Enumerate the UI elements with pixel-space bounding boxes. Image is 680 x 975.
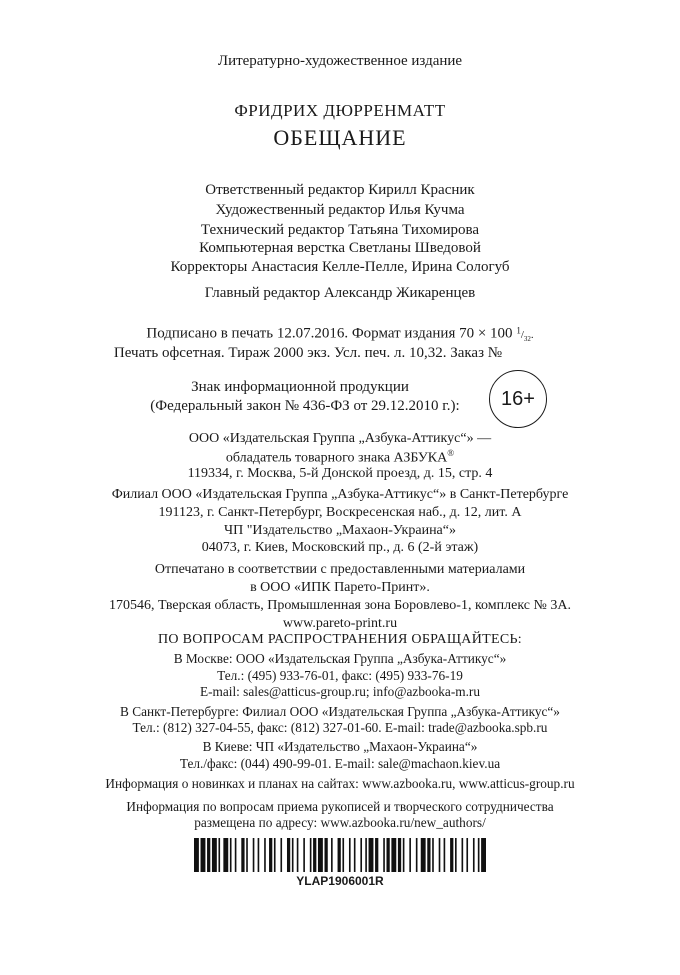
- barcode-bar: [403, 838, 405, 872]
- barcode-bar: [383, 838, 385, 872]
- spb-line: Тел.: (812) 327-04-55, факс: (812) 327-01-60. E-mail: trade@azbooka.spb.ru: [132, 720, 548, 735]
- book-title: ОБЕЩАНИЕ: [273, 125, 407, 150]
- barcode-bar: [481, 838, 486, 872]
- barcode-bar: [241, 838, 244, 872]
- barcode-bar: [473, 838, 475, 872]
- barcode-bar: [338, 838, 341, 872]
- barcode-bar: [349, 838, 351, 872]
- kiev-publisher-name: ЧП "Издательство „Махаон-Украина“»: [223, 523, 456, 538]
- moscow-line: В Москве: ООО «Издательская Группа „Азбука-Аттикус“»: [173, 651, 507, 666]
- barcode-bar: [280, 838, 282, 872]
- barcode-bar: [310, 838, 312, 872]
- barcode-bar: [297, 838, 299, 872]
- author-name: ФРИДРИХ ДЮРРЕНМАТТ: [234, 101, 446, 120]
- barcode-bar: [207, 838, 210, 872]
- barcode-bar: [450, 838, 453, 872]
- barcode-bar: [342, 838, 344, 872]
- age-mark-line2: (Федеральный закон № 436-ФЗ от 29.12.2010 г.):: [150, 398, 460, 414]
- registered-symbol: ®: [447, 448, 455, 458]
- barcode-bar: [201, 838, 206, 872]
- barcode-bar: [292, 838, 294, 872]
- manuscripts-line: Информация по вопросам приема рукописей и творческого сотрудничества: [126, 799, 554, 814]
- distribution-header: ПО ВОПРОСАМ РАСПРОСТРАНЕНИЯ ОБРАЩАЙТЕСЬ:: [158, 632, 522, 647]
- barcode-bar: [230, 838, 232, 872]
- trademark-text: обладатель товарного знака АЗБУКА: [225, 450, 448, 466]
- credit-line: Корректоры Анастасия Келле-Пелле, Ирина Сологуб: [170, 259, 510, 275]
- format-fraction: $^1/_{32}$.: [516, 325, 534, 343]
- barcode-bar: [194, 838, 199, 872]
- kiev-line: Тел./факс: (044) 490-99-01. E-mail: sale@machaon.kiev.ua: [179, 756, 501, 771]
- barcode-bar: [391, 838, 396, 872]
- format-numerator: 1: [516, 325, 521, 335]
- credit-line: Технический редактор Татьяна Тихомирова: [200, 222, 480, 238]
- age-rating-badge: 16+: [489, 370, 547, 428]
- barcode-bar: [375, 838, 378, 872]
- barcode-bar: [386, 838, 389, 872]
- moscow-line: Тел.: (495) 933-76-01, факс: (495) 933-76-19: [217, 668, 463, 683]
- barcode-bar: [444, 838, 446, 872]
- print-info-line2: Печать офсетная. Тираж 2000 экз. Усл. печ. л. 10,32. Заказ №: [113, 345, 503, 361]
- barcode-bar: [421, 838, 426, 872]
- barcode-bar: [218, 838, 220, 872]
- barcode-bar: [466, 838, 468, 872]
- print-info-line1: [0, 325, 680, 343]
- barcode-bar: [462, 838, 464, 872]
- spb-line: В Санкт-Петербурге: Филиал ООО «Издательская Группа „Азбука-Аттикус“»: [120, 704, 560, 719]
- barcode-bar: [258, 838, 260, 872]
- credit-line: Художественный редактор Илья Кучма: [215, 202, 465, 218]
- barcode-bar: [212, 838, 217, 872]
- publisher-name: ООО «Издательская Группа „Азбука-Аттикус“» —: [188, 431, 492, 446]
- news-info: Информация о новинках и планах на сайтах: www.azbooka.ru, www.atticus-group.ru: [105, 776, 575, 791]
- format-denominator: 32: [523, 334, 531, 343]
- barcode-bar: [478, 838, 480, 872]
- barcode-bar: [313, 838, 316, 872]
- barcode-bar: [439, 838, 441, 872]
- barcode-bar: [369, 838, 374, 872]
- credit-line: Компьютерная верстка Светланы Шведовой: [199, 240, 481, 256]
- publisher-address: 119334, г. Москва, 5-й Донской проезд, д. 15, стр. 4: [187, 466, 493, 481]
- credit-line: Ответственный редактор Кирилл Красник: [205, 182, 475, 198]
- moscow-line: E-mail: sales@atticus-group.ru; info@azbooka-m.ru: [199, 684, 480, 699]
- barcode-bar: [253, 838, 255, 872]
- barcode-bar: [331, 838, 333, 872]
- manuscripts-line: размещена по адресу: www.azbooka.ru/new_authors/: [194, 815, 486, 830]
- barcode-text: YLAP1906001R: [296, 874, 384, 888]
- barcode-bar: [318, 838, 323, 872]
- printer-website: www.pareto-print.ru: [282, 616, 398, 631]
- barcode-bar: [432, 838, 434, 872]
- printer-line: в ООО «ИПК Парето-Принт».: [250, 580, 430, 595]
- chief-editor: Главный редактор Александр Жикаренцев: [204, 285, 476, 301]
- spb-branch-address: 191123, г. Санкт-Петербург, Воскресенская наб., д. 12, лит. А: [158, 505, 522, 520]
- barcode-bar: [409, 838, 411, 872]
- barcode-bar: [303, 838, 305, 872]
- barcode-bar: [269, 838, 272, 872]
- print-info-text: Подписано в печать 12.07.2016. Формат издания 70 × 100: [146, 325, 513, 342]
- printer-line: Отпечатано в соответствии с предоставленными материалами: [154, 562, 526, 577]
- barcode-bar: [360, 838, 362, 872]
- edition-type: Литературно-художественное издание: [217, 53, 463, 69]
- barcode-bar: [274, 838, 276, 872]
- barcode-bar: [365, 838, 367, 872]
- barcode-bar: [398, 838, 401, 872]
- barcode-bar: [354, 838, 356, 872]
- barcode-bar: [223, 838, 228, 872]
- kiev-publisher-address: 04073, г. Киев, Московский пр., д. 6 (2-й этаж): [201, 540, 479, 555]
- barcode-bar: [235, 838, 237, 872]
- barcode-bar: [325, 838, 328, 872]
- age-mark-line1: Знак информационной продукции: [191, 379, 409, 395]
- barcode-bar: [416, 838, 418, 872]
- kiev-line: В Киеве: ЧП «Издательство „Махаон-Украина“»: [202, 739, 478, 754]
- printer-line: 170546, Тверская область, Промышленная зона Боровлево-1, комплекс № 3А.: [109, 598, 571, 613]
- spb-branch-name: Филиал ООО «Издательская Группа „Азбука-Аттикус“» в Санкт-Петербурге: [111, 487, 569, 502]
- barcode-bar: [264, 838, 266, 872]
- barcode-bar: [287, 838, 290, 872]
- barcode-bar: [246, 838, 248, 872]
- barcode-image: [194, 838, 486, 872]
- barcode-bar: [455, 838, 457, 872]
- publisher-trademark: [0, 448, 680, 467]
- barcode-bar: [427, 838, 430, 872]
